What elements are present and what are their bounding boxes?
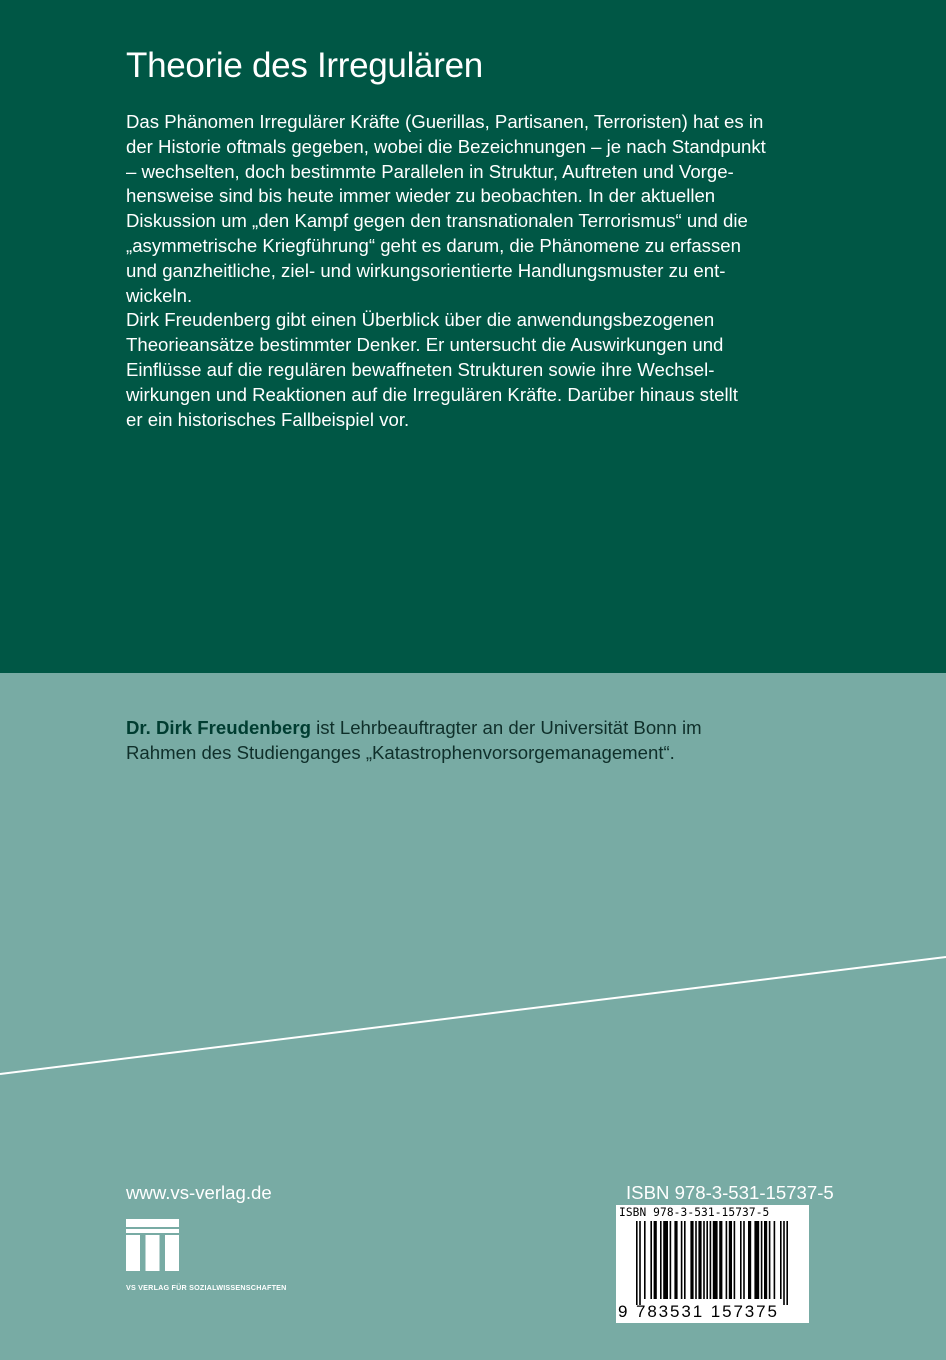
barcode-bar bbox=[660, 1221, 662, 1299]
barcode-bar bbox=[748, 1221, 751, 1299]
author-name: Dr. Dirk Freudenberg bbox=[126, 717, 311, 738]
publisher-logo-icon bbox=[126, 1219, 326, 1289]
barcode-bar bbox=[769, 1221, 771, 1299]
barcode-bar bbox=[713, 1221, 718, 1299]
description-line: Diskussion um „den Kampf gegen den transnationalen Terrorismus“ und die bbox=[126, 210, 748, 232]
barcode-bar bbox=[786, 1221, 788, 1305]
publisher-logo-text: VS VERLAG FÜR SOZIALWISSENSCHAFTEN bbox=[126, 1283, 287, 1292]
description-line: hensweise sind bis heute immer wieder zu beobachten. In der aktuellen bbox=[126, 185, 716, 207]
description-line: Das Phänomen Irregulärer Kräfte (Guerillas, Partisanen, Terroristen) hat es in bbox=[126, 111, 764, 132]
barcode-bar bbox=[734, 1221, 736, 1299]
barcode-bar bbox=[783, 1221, 785, 1305]
barcode-bar bbox=[639, 1221, 641, 1305]
author-bio-line-2: Rahmen des Studienganges „Katastrophenvorsorgemanagement“. bbox=[126, 741, 675, 763]
barcode-bar bbox=[654, 1221, 657, 1299]
barcode-bar bbox=[764, 1221, 767, 1299]
barcode-bar bbox=[681, 1221, 683, 1299]
barcode-bar bbox=[774, 1221, 776, 1299]
barcode-bar bbox=[644, 1221, 646, 1299]
barcode-bar bbox=[761, 1221, 763, 1299]
description-line: – wechselten, doch bestimmte Parallelen in Struktur, Auftreten und Vorge- bbox=[126, 160, 734, 182]
barcode-bar bbox=[663, 1221, 668, 1299]
barcode-bar bbox=[754, 1221, 759, 1299]
description-line: „asymmetrische Kriegführung“ geht es darum, die Phänomene zu erfassen bbox=[126, 234, 741, 256]
description-line: wickeln. bbox=[126, 284, 193, 306]
isbn-label: ISBN 978-3-531-15737-5 bbox=[626, 1182, 834, 1203]
barcode-bar bbox=[650, 1221, 652, 1299]
barcode-bar bbox=[670, 1221, 672, 1299]
barcode-bar bbox=[698, 1221, 701, 1299]
barcode-bar bbox=[690, 1221, 693, 1299]
cover-top-panel bbox=[0, 0, 946, 673]
book-title: Theorie des Irregulären bbox=[126, 46, 483, 85]
barcode-digits: 9 783531 157375 bbox=[618, 1302, 779, 1321]
barcode-bar bbox=[684, 1221, 686, 1299]
barcode-bar bbox=[729, 1221, 732, 1299]
barcode-bar bbox=[695, 1221, 697, 1299]
book-description bbox=[126, 110, 816, 432]
barcode-bar bbox=[726, 1221, 728, 1299]
isbn-barcode bbox=[616, 1205, 809, 1323]
description-line: Einflüsse auf die regulären bewaffneten Strukturen sowie ihre Wechsel- bbox=[126, 358, 715, 380]
publisher-website[interactable]: www.vs-verlag.de bbox=[126, 1182, 272, 1203]
cover-bottom-panel bbox=[0, 673, 946, 1360]
barcode-isbn-text: ISBN 978-3-531-15737-5 bbox=[619, 1206, 770, 1219]
barcode-bars bbox=[616, 1221, 809, 1305]
barcode-bar bbox=[780, 1221, 782, 1299]
description-line: Dirk Freudenberg gibt einen Überblick über die anwendungsbezogenen bbox=[126, 309, 715, 331]
barcode-bar bbox=[740, 1221, 742, 1299]
barcode-bar bbox=[674, 1221, 677, 1299]
description-line: wirkungen und Reaktionen auf die Irregulären Kräfte. Darüber hinaus stellt bbox=[126, 383, 738, 405]
barcode-bar bbox=[719, 1221, 722, 1299]
barcode-bar bbox=[636, 1221, 638, 1305]
barcode-bar bbox=[743, 1221, 745, 1299]
barcode-bar bbox=[706, 1221, 708, 1299]
barcode-bar bbox=[703, 1221, 705, 1299]
barcode-bar bbox=[710, 1221, 712, 1299]
description-line: der Historie oftmals gegeben, wobei die Bezeichnungen – je nach Standpunkt bbox=[126, 135, 766, 157]
author-bio-line-1 bbox=[126, 716, 826, 741]
description-line: und ganzheitliche, ziel- und wirkungsorientierte Handlungsmuster zu ent- bbox=[126, 259, 726, 281]
author-bio-text: ist Lehrbeauftragter an der Universität Bonn im bbox=[310, 717, 702, 738]
description-line: er ein historisches Fallbeispiel vor. bbox=[126, 408, 410, 430]
description-line: Theorieansätze bestimmter Denker. Er untersucht die Auswirkungen und bbox=[126, 334, 724, 356]
author-bio bbox=[126, 716, 826, 766]
